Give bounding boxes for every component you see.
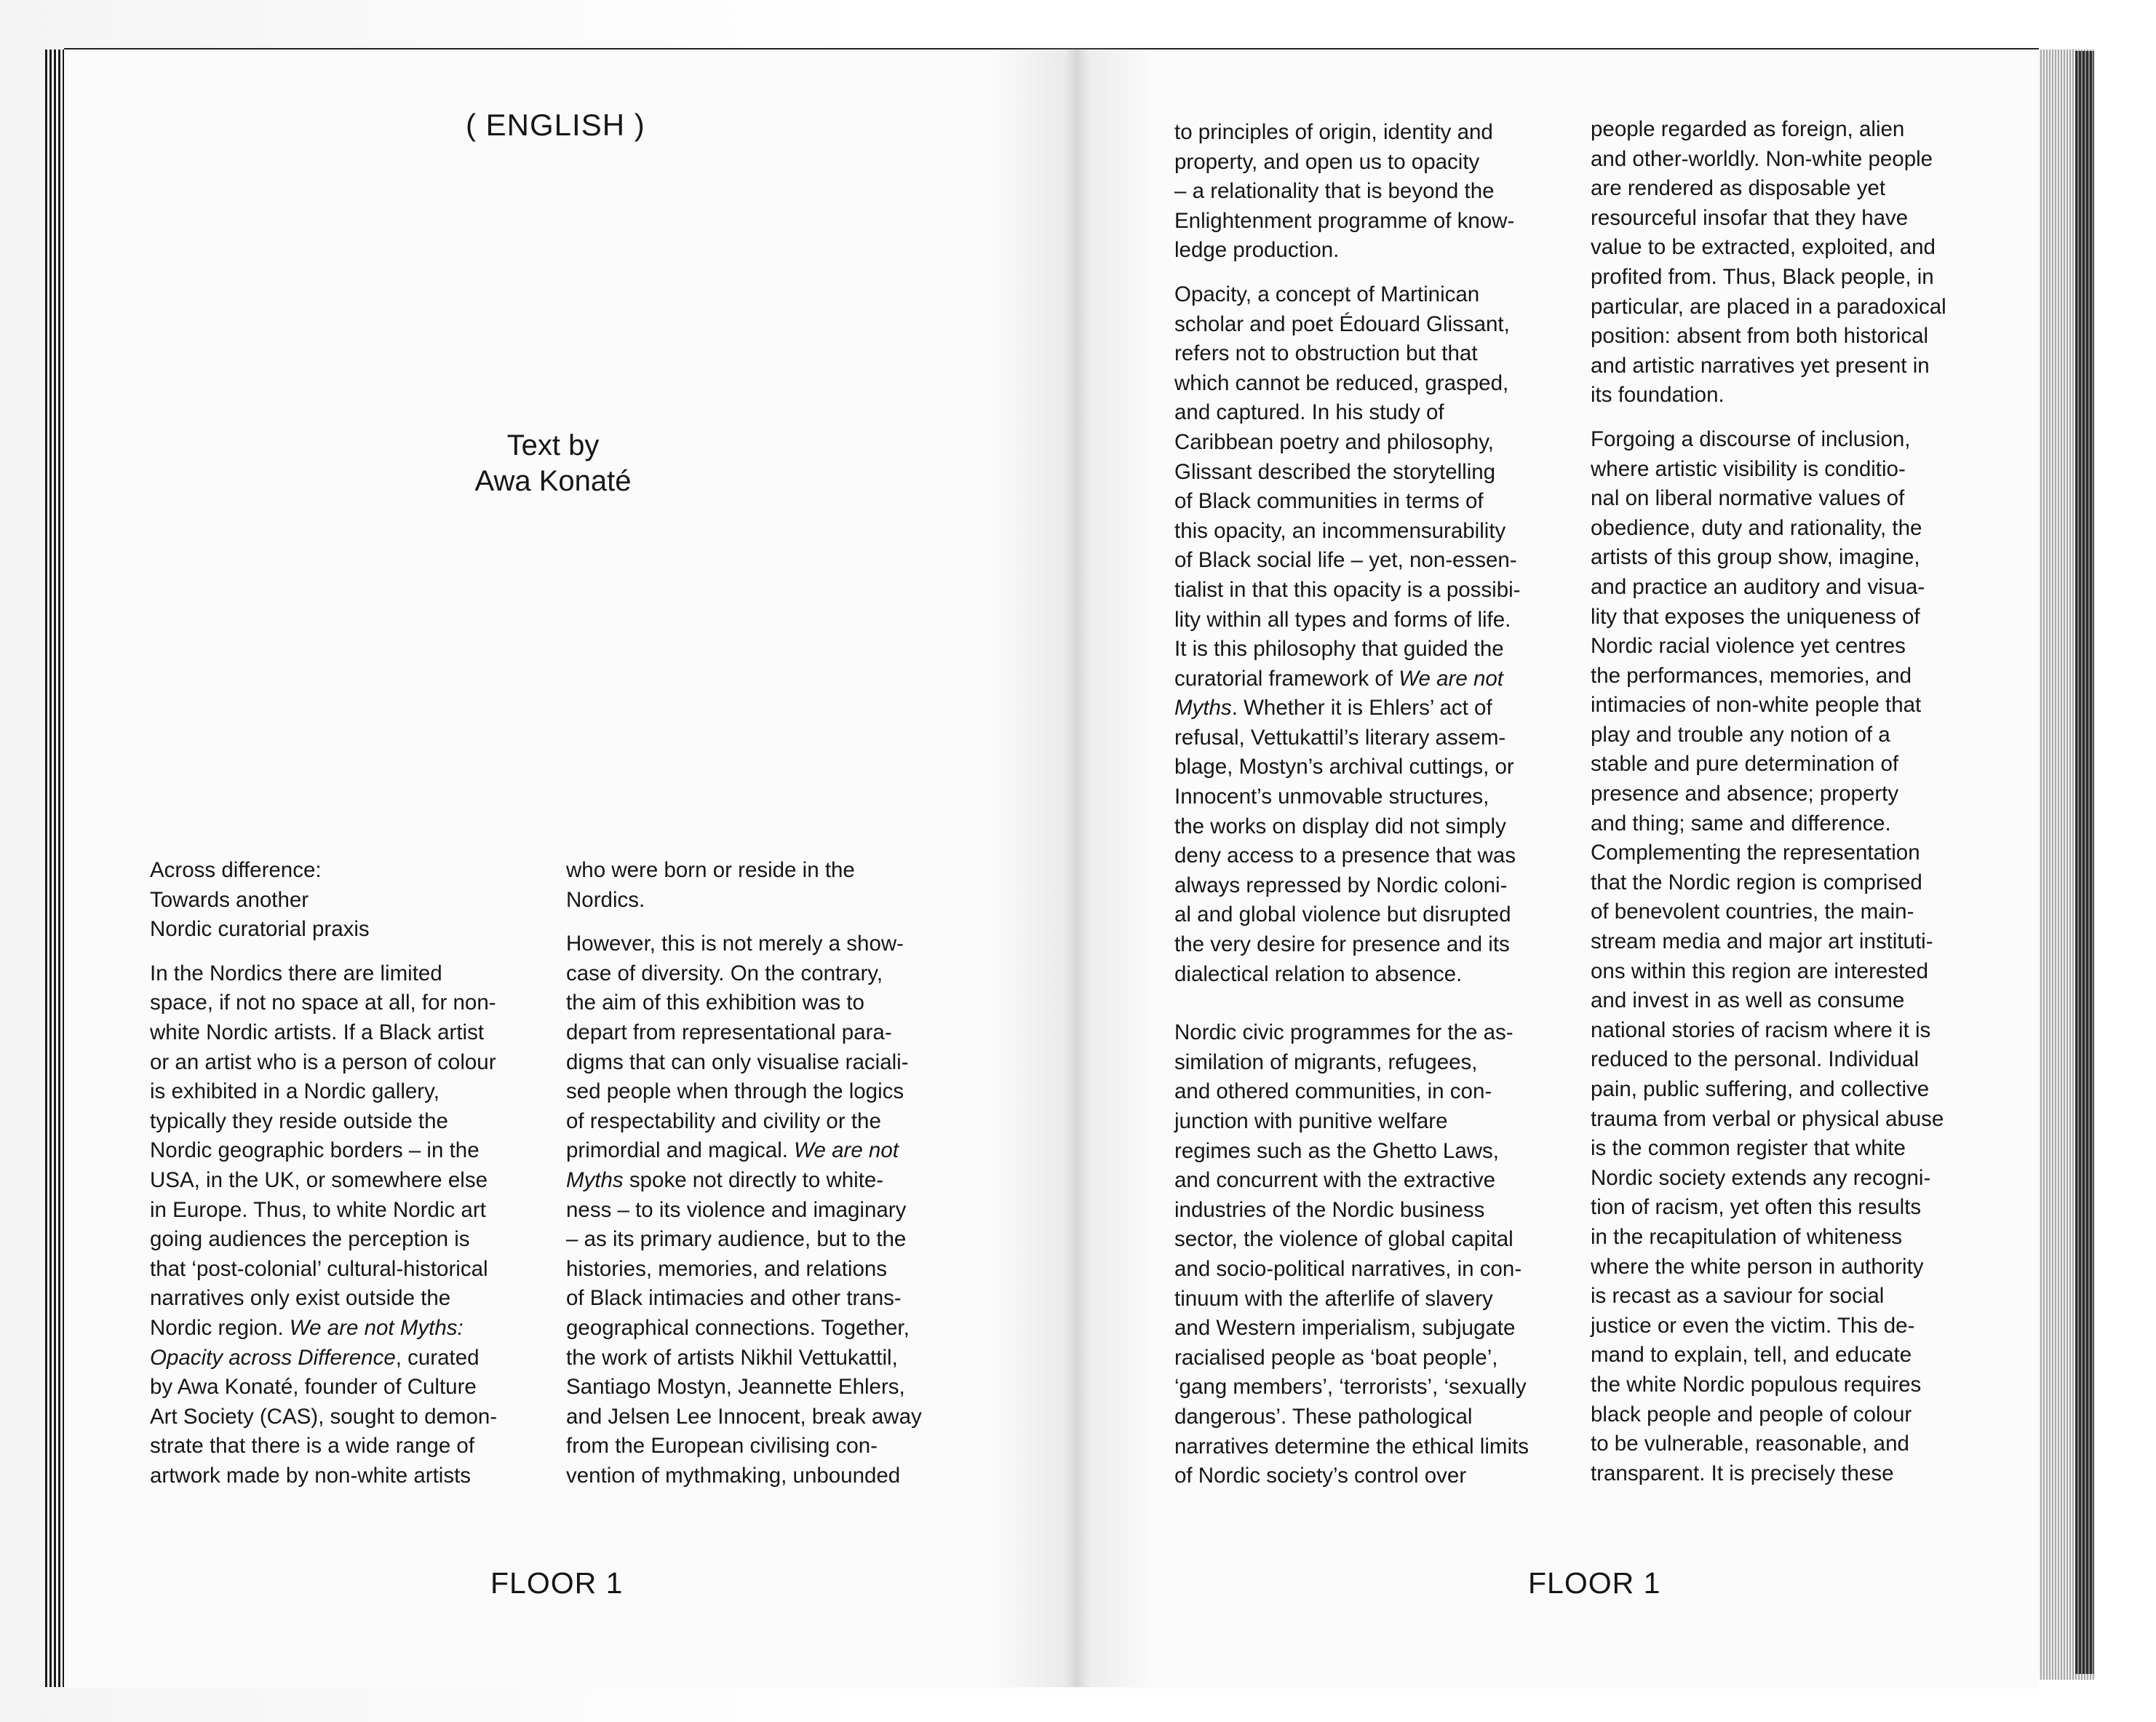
text-line: refusal, Vettukattil’s literary assem- — [1174, 725, 1506, 750]
text-line: and artistic narratives yet present in — [1591, 353, 1930, 378]
text-line: and socio-political narratives, in con- — [1174, 1256, 1522, 1281]
text-line: particular, are placed in a paradoxical — [1591, 294, 1946, 319]
text-line: and concurrent with the extractive — [1174, 1168, 1496, 1193]
text-line: strate that there is a wide range of — [150, 1434, 475, 1459]
text-line: similation of migrants, refugees, — [1174, 1050, 1478, 1074]
column-3 — [1174, 118, 1529, 1491]
column-1 — [150, 856, 497, 1491]
text-line: in Europe. Thus, to white Nordic art — [150, 1197, 486, 1222]
text-line: Complementing the representation — [1591, 841, 1920, 865]
text-line: narratives determine the ethical limits — [1174, 1434, 1529, 1459]
text-line: deny access to a presence that was — [1174, 844, 1516, 868]
text-line: of respectability and civility or the — [566, 1108, 881, 1133]
text-line: dialectical relation to absence. — [1174, 961, 1463, 986]
text-line — [1174, 694, 1529, 723]
text-run: curatorial framework of — [1174, 666, 1399, 691]
text-line: property, and open us to opacity — [1174, 149, 1480, 174]
text-line: who were born or reside in the — [566, 858, 855, 882]
text-line: or an artist who is a person of colour — [150, 1050, 496, 1074]
text-line: Nordics. — [566, 887, 645, 912]
text-line: tinuum with the afterlife of slavery — [1174, 1286, 1493, 1311]
text-line: However, this is not merely a show- — [566, 932, 904, 956]
text-line: and thing; same and difference. — [1591, 811, 1891, 836]
text-line: of Black communities in terms of — [1174, 489, 1484, 514]
paragraph — [1174, 280, 1529, 989]
paragraph — [150, 959, 497, 1491]
text-line — [150, 1344, 497, 1373]
text-line: scholar and poet Édouard Glissant, — [1174, 312, 1510, 336]
text-line: and invest in as well as consume — [1591, 988, 1905, 1013]
paragraph — [1174, 1018, 1529, 1491]
text-line: are rendered as disposable yet — [1591, 176, 1886, 201]
text-line: histories, memories, and relations — [566, 1256, 888, 1281]
paragraph — [1591, 425, 1946, 1488]
byline — [407, 428, 699, 499]
text-line: lity within all types and forms of life. — [1174, 607, 1511, 632]
text-line: vention of mythmaking, unbounded — [566, 1463, 901, 1488]
text-line: pain, public suffering, and collective — [1591, 1077, 1930, 1101]
text-line: and Jelsen Lee Innocent, break away — [566, 1404, 922, 1429]
text-line: Art Society (CAS), sought to demon- — [150, 1404, 498, 1429]
text-line: refers not to obstruction but that — [1174, 341, 1478, 366]
text-line: that ‘post-colonial’ cultural-historical — [150, 1256, 488, 1281]
text-line: of Black social life – yet, non-essen- — [1174, 548, 1517, 573]
text-line: Caribbean poetry and philosophy, — [1174, 429, 1494, 454]
text-line: tion of racism, yet often this results — [1591, 1195, 1922, 1220]
text-line: Innocent’s unmovable structures, — [1174, 785, 1489, 809]
text-line: artists of this group show, imagine, — [1591, 545, 1920, 570]
text-line: USA, in the UK, or somewhere else — [150, 1167, 488, 1192]
folio-left: FLOOR 1 — [490, 1566, 624, 1600]
text-line: of Nordic society’s control over — [1174, 1464, 1467, 1488]
text-line: – as its primary audience, but to the — [566, 1227, 907, 1252]
text-line: Nordic civic programmes for the as- — [1174, 1020, 1513, 1045]
text-line: play and trouble any notion of a — [1591, 722, 1890, 747]
text-line: Nordic geographic borders – in the — [150, 1138, 480, 1163]
text-line: case of diversity. On the contrary, — [566, 961, 883, 985]
section-title-line: Across difference: — [150, 858, 322, 882]
text-line: – a relationality that is beyond the — [1174, 179, 1495, 204]
text-line: and captured. In his study of — [1174, 400, 1444, 425]
exhibition-title-italic: We are not — [794, 1138, 899, 1163]
text-line: Nordic racial violence yet centres — [1591, 634, 1906, 659]
text-line: to principles of origin, identity and — [1174, 120, 1493, 144]
text-line: that the Nordic region is comprised — [1591, 870, 1922, 894]
text-line: Opacity, a concept of Martinican — [1174, 282, 1480, 306]
text-line: to be vulnerable, reasonable, and — [1591, 1432, 1909, 1456]
text-line: blage, Mostyn’s archival cuttings, or — [1174, 755, 1514, 779]
text-line: people regarded as foreign, alien — [1591, 117, 1905, 141]
text-line: ness – to its violence and imaginary — [566, 1197, 907, 1222]
text-line: nal on liberal normative values of — [1591, 486, 1905, 511]
text-line: and Western imperialism, subjugate — [1174, 1316, 1516, 1341]
exhibition-title-italic: We are not — [1399, 666, 1503, 691]
text-line: is the common register that white — [1591, 1136, 1906, 1161]
text-line: digms that can only visualise raciali- — [566, 1050, 909, 1074]
text-line: the performances, memories, and — [1591, 663, 1912, 688]
text-line: ledge production. — [1174, 238, 1340, 263]
text-line: It is this philosophy that guided the — [1174, 637, 1504, 662]
text-line: Glissant described the storytelling — [1174, 459, 1496, 484]
text-line: is exhibited in a Nordic gallery, — [150, 1079, 439, 1104]
exhibition-title-italic: Myths — [1174, 696, 1232, 721]
exhibition-title-italic: We are not Myths: — [289, 1315, 464, 1340]
text-line: position: absent from both historical — [1591, 324, 1929, 349]
text-line: sed people when through the logics — [566, 1079, 904, 1104]
text-line: space, if not no space at all, for non- — [150, 991, 496, 1015]
byline-line: Text by — [506, 429, 600, 461]
text-line — [1174, 664, 1529, 694]
text-line: al and global violence but disrupted — [1174, 902, 1511, 927]
text-line — [566, 1136, 922, 1166]
text-line: mand to explain, tell, and educate — [1591, 1343, 1912, 1368]
text-line: always repressed by Nordic coloni- — [1174, 873, 1508, 897]
text-line: going audiences the perception is — [150, 1227, 470, 1252]
text-line: which cannot be reduced, grasped, — [1174, 370, 1509, 395]
text-line: tialist in that this opacity is a possibi- — [1174, 577, 1521, 602]
text-line: black people and people of colour — [1591, 1402, 1912, 1427]
text-line: profited from. Thus, Black people, in — [1591, 264, 1934, 289]
exhibition-title-italic: Myths — [566, 1167, 624, 1192]
text-line: white Nordic artists. If a Black artist — [150, 1020, 485, 1044]
text-run: spoke not directly to white- — [623, 1167, 884, 1192]
text-line: In the Nordics there are limited — [150, 961, 442, 985]
text-run: Nordic region. — [150, 1315, 284, 1340]
text-line: intimacies of non-white people that — [1591, 693, 1922, 718]
text-line: from the European civilising con- — [566, 1434, 878, 1459]
text-line: this opacity, an incommensurability — [1174, 518, 1506, 543]
text-line: artwork made by non-white artists — [150, 1463, 472, 1488]
text-line: and other-worldly. Non-white people — [1591, 146, 1933, 171]
text-line: stream media and major art instituti- — [1591, 929, 1933, 954]
text-line: stable and pure determination of — [1591, 752, 1899, 777]
text-line: the works on display did not simply — [1174, 814, 1506, 838]
text-line: value to be extracted, exploited, and — [1591, 235, 1936, 260]
text-run: . Whether it is Ehlers’ act of — [1231, 696, 1492, 721]
text-run: primordial and magical. — [566, 1138, 788, 1163]
text-line: the very desire for presence and its — [1174, 932, 1510, 957]
text-line: ons within this region are interested — [1591, 959, 1929, 983]
text-line: Santiago Mostyn, Jeannette Ehlers, — [566, 1375, 905, 1400]
text-line: Forgoing a discourse of inclusion, — [1591, 426, 1911, 451]
text-line: justice or even the victim. This de- — [1591, 1313, 1915, 1338]
text-line: the white Nordic populous requires — [1591, 1372, 1922, 1397]
text-line — [150, 1314, 497, 1344]
byline-author: Awa Konaté — [474, 465, 632, 497]
paragraph — [1174, 118, 1529, 266]
page-stack-edge-right-dark — [2075, 51, 2094, 1674]
text-line: depart from representational para- — [566, 1020, 892, 1044]
text-line: its foundation. — [1591, 383, 1725, 408]
text-line: resourceful insofar that they have — [1591, 205, 1909, 230]
paragraph — [1591, 115, 1946, 410]
text-line: ‘gang members’, ‘terrorists’, ‘sexually — [1174, 1375, 1527, 1400]
text-line: and practice an auditory and visua- — [1591, 574, 1925, 599]
text-run: , curated — [395, 1345, 480, 1370]
text-line: trauma from verbal or physical abuse — [1591, 1106, 1944, 1131]
text-line: is recast as a saviour for social — [1591, 1284, 1885, 1309]
text-line: presence and absence; property — [1591, 782, 1899, 806]
text-line: of Black intimacies and other trans- — [566, 1286, 902, 1311]
text-line: Enlightenment programme of know- — [1174, 208, 1515, 233]
language-header: ( ENGLISH ) — [466, 108, 645, 142]
text-line: Nordic society extends any recogni- — [1591, 1165, 1931, 1190]
text-line: by Awa Konaté, founder of Culture — [150, 1375, 477, 1400]
text-line: lity that exposes the uniqueness of — [1591, 604, 1920, 629]
text-line: and othered communities, in con- — [1174, 1079, 1492, 1104]
text-line: the aim of this exhibition was to — [566, 991, 864, 1015]
text-line: reduced to the personal. Individual — [1591, 1047, 1919, 1072]
paragraph — [566, 929, 922, 1491]
exhibition-title-italic: Opacity across Difference — [150, 1345, 396, 1370]
text-line: typically they reside outside the — [150, 1108, 448, 1133]
folio-right: FLOOR 1 — [1528, 1566, 1661, 1600]
section-title — [150, 856, 497, 945]
text-line: geographical connections. Together, — [566, 1315, 910, 1340]
text-line: transparent. It is precisely these — [1591, 1461, 1894, 1485]
text-line: where artistic visibility is conditio- — [1591, 456, 1906, 481]
text-line: narratives only exist outside the — [150, 1286, 451, 1311]
text-line: where the white person in authority — [1591, 1254, 1924, 1279]
text-line — [566, 1166, 922, 1196]
text-line: national stories of racism where it is — [1591, 1017, 1931, 1042]
text-line: dangerous’. These pathological — [1174, 1404, 1473, 1429]
page-stack-edge-left — [45, 49, 64, 1687]
text-line: racialised people as ‘boat people’, — [1174, 1345, 1498, 1370]
text-line: sector, the violence of global capital — [1174, 1227, 1513, 1252]
text-line: obedience, duty and rationality, the — [1591, 515, 1922, 540]
section-title-line: Towards another — [150, 887, 309, 912]
text-line: industries of the Nordic business — [1174, 1197, 1485, 1222]
text-line: regimes such as the Ghetto Laws, — [1174, 1138, 1500, 1163]
paragraph — [566, 856, 922, 915]
column-4 — [1591, 115, 1946, 1488]
text-line: in the recapitulation of whiteness — [1591, 1224, 1903, 1249]
section-title-line: Nordic curatorial praxis — [150, 917, 370, 942]
column-2 — [566, 856, 922, 1491]
text-line: junction with punitive welfare — [1174, 1109, 1448, 1133]
text-line: of benevolent countries, the main- — [1591, 900, 1914, 924]
text-line: the work of artists Nikhil Vettukattil, — [566, 1345, 898, 1370]
